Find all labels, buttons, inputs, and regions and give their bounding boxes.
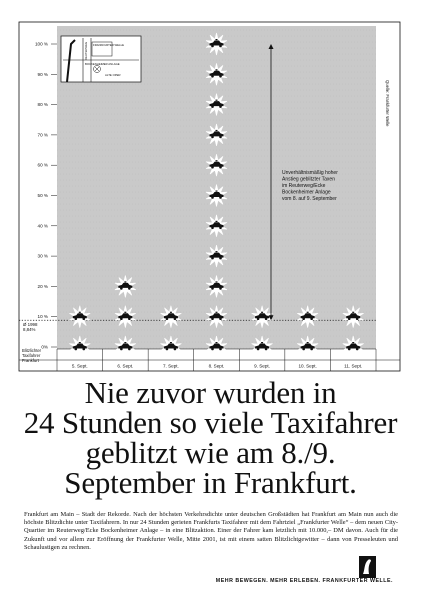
baseline-label: Blitzlichter (22, 348, 42, 353)
x-tick-label: 6. Sept. (117, 363, 134, 369)
body-text: Frankfurt am Main – Stadt der Rekorde. Nach der höchsten Verkehrsdichte unter deutschen Großstädten hat Frankfurt am Main nun auch die höchste Blitzdichte unter Taxifahrern. In nur 24 Stunden gerieten Frankfurts Taxifahrer mit dem Fahrtziel „Frankfurter Welle“ – dem neuen City-Quartier im Reuterweg/Ecke Bockenheimer Anlage – in eine Blitzaktion. Einer der Fahrer kam letztlich mit 10.000,– DM davon. Auch für die Zukunft und vor allem zur Eröffnung der Frankfurter Welle, Mitte 2001, ist mit einem satten Blitzlichtgewitter – dann von Presseleuten und Schaulustigen zu rechnen. (24, 511, 398, 551)
x-tick-label: 9. Sept. (254, 363, 270, 369)
taxi-wheel (310, 317, 313, 320)
taxi-wheel (211, 45, 214, 48)
taxi-sign (307, 342, 309, 343)
taxi-wheel (211, 227, 214, 230)
taxi-sign (124, 312, 126, 313)
taxi-sign (216, 160, 218, 161)
taxi-sign (352, 342, 354, 343)
taxi-sign (124, 281, 126, 282)
taxi-wheel (257, 348, 260, 351)
taxi-wheel (348, 317, 351, 320)
map-label-alte-oper: ALTE OPER (105, 73, 121, 77)
taxi-wheel (211, 287, 214, 290)
taxi-wheel (257, 317, 260, 320)
taxi-wheel (120, 287, 123, 290)
annotation-text: im Reuterweg/Ecke (282, 183, 326, 189)
taxi-wheel (219, 105, 222, 108)
taxi-sign (124, 342, 126, 343)
x-tick-label: 8. Sept. (208, 363, 225, 369)
taxi-sign (216, 39, 218, 40)
annotation-text: Unverhältnismäßig hoher (282, 170, 338, 176)
x-tick-label: 10. Sept. (298, 363, 317, 369)
y-tick-label: 10 % (37, 314, 48, 320)
taxi-wheel (74, 317, 77, 320)
wave-icon (359, 556, 376, 578)
y-tick-label: 50 % (37, 193, 48, 198)
taxi-wheel (219, 166, 222, 169)
taxi-wheel (211, 348, 214, 351)
map-label-reuterweg: REUTERWEG (84, 41, 88, 60)
taxi-wheel (219, 45, 222, 48)
baseline-label: Frankfurt (22, 358, 39, 363)
y-tick-label: 80 % (37, 102, 48, 108)
x-tick-label: 5. Sept. (71, 363, 88, 369)
taxi-sign (216, 130, 218, 131)
map-label-welle: FRANKFURTER WELLE (93, 43, 125, 47)
taxi-sign (216, 100, 218, 101)
taxi-wheel (120, 348, 123, 351)
x-tick-label: 11. Sept. (344, 363, 363, 369)
taxi-wheel (219, 196, 222, 199)
taxi-sign (79, 312, 81, 313)
taxi-wheel (302, 317, 305, 320)
headline-line: geblitzt wie am 8./9. (85, 435, 336, 470)
taxi-wheel (128, 317, 131, 320)
taxi-wheel (356, 348, 359, 351)
taxi-sign (216, 251, 218, 252)
taxi-wheel (166, 348, 169, 351)
taxi-wheel (302, 348, 305, 351)
taxi-wheel (265, 348, 268, 351)
annotation-text: vom 8. auf 9. September (282, 196, 337, 202)
annotation-text: Bockenheimer Anlage (282, 189, 331, 196)
taxi-wheel (211, 136, 214, 139)
taxi-sign (170, 342, 172, 343)
taxi-sign (216, 69, 218, 70)
taxi-wheel (211, 75, 214, 78)
taxi-sign (216, 221, 218, 222)
taxi-wheel (211, 257, 214, 260)
taxi-wheel (166, 317, 169, 320)
taxi-wheel (219, 287, 222, 290)
taxi-wheel (174, 348, 177, 351)
headline (0, 375, 421, 500)
taxi-sign (352, 312, 354, 313)
taxi-wheel (219, 136, 222, 139)
taxi-sign (170, 312, 172, 313)
taxi-wheel (74, 348, 77, 351)
average-label: Ø 1998 (23, 322, 38, 328)
headline-line: September in Frankfurt. (64, 465, 357, 500)
taxi-sign (216, 191, 218, 192)
slogan: MEHR BEWEGEN. MEHR ERLEBEN. FRANKFURTER WELLE. (215, 578, 393, 584)
taxi-wheel (219, 227, 222, 230)
headline-line: 24 Stunden so viele Taxifahrer (23, 405, 398, 440)
y-tick-label: 40 % (37, 223, 48, 229)
taxi-wheel (219, 317, 222, 320)
taxi-wheel (356, 317, 359, 320)
taxi-wheel (174, 317, 177, 320)
taxi-wheel (219, 257, 222, 260)
baseline-label: Taxifahrer (22, 353, 41, 358)
map-label-anlage: BOCKENHEIMER ANLAGE (85, 62, 120, 66)
headline-line: Nie zuvor wurden in (84, 375, 337, 410)
annotation-text: Anstieg geblitzter Taxen (282, 176, 335, 183)
taxi-wheel (348, 348, 351, 351)
taxi-wheel (120, 317, 123, 320)
taxi-wheel (211, 196, 214, 199)
y-tick-label: 70 % (37, 132, 48, 138)
x-tick-label: 7. Sept. (163, 363, 179, 369)
taxi-wheel (82, 317, 85, 320)
taxi-wheel (128, 348, 131, 351)
taxi-sign (261, 312, 263, 313)
y-tick-label: 30 % (37, 253, 48, 259)
frankfurter-welle-logo (359, 556, 376, 578)
y-tick-label: 90 % (37, 71, 48, 77)
taxi-wheel (219, 348, 222, 351)
taxi-sign (216, 342, 218, 343)
y-tick-label: 0% (41, 344, 48, 350)
taxi-sign (307, 312, 309, 313)
taxi-sign (216, 281, 218, 282)
y-tick-label: 60 % (37, 162, 48, 168)
taxi-wheel (128, 287, 131, 290)
y-tick-label: 100 % (34, 41, 48, 47)
taxi-wheel (82, 348, 85, 351)
taxi-wheel (211, 105, 214, 108)
taxi-sign (216, 312, 218, 313)
taxi-wheel (219, 75, 222, 78)
taxi-wheel (310, 348, 313, 351)
taxi-wheel (211, 166, 214, 169)
taxi-sign (261, 342, 263, 343)
taxi-sign (79, 342, 81, 343)
y-tick-label: 20 % (37, 283, 48, 289)
source-label: Quelle: Frankfurter Welle (385, 80, 390, 127)
taxi-wheel (265, 317, 268, 320)
taxi-wheel (211, 317, 214, 320)
average-value-label: 8,84% (23, 327, 36, 333)
